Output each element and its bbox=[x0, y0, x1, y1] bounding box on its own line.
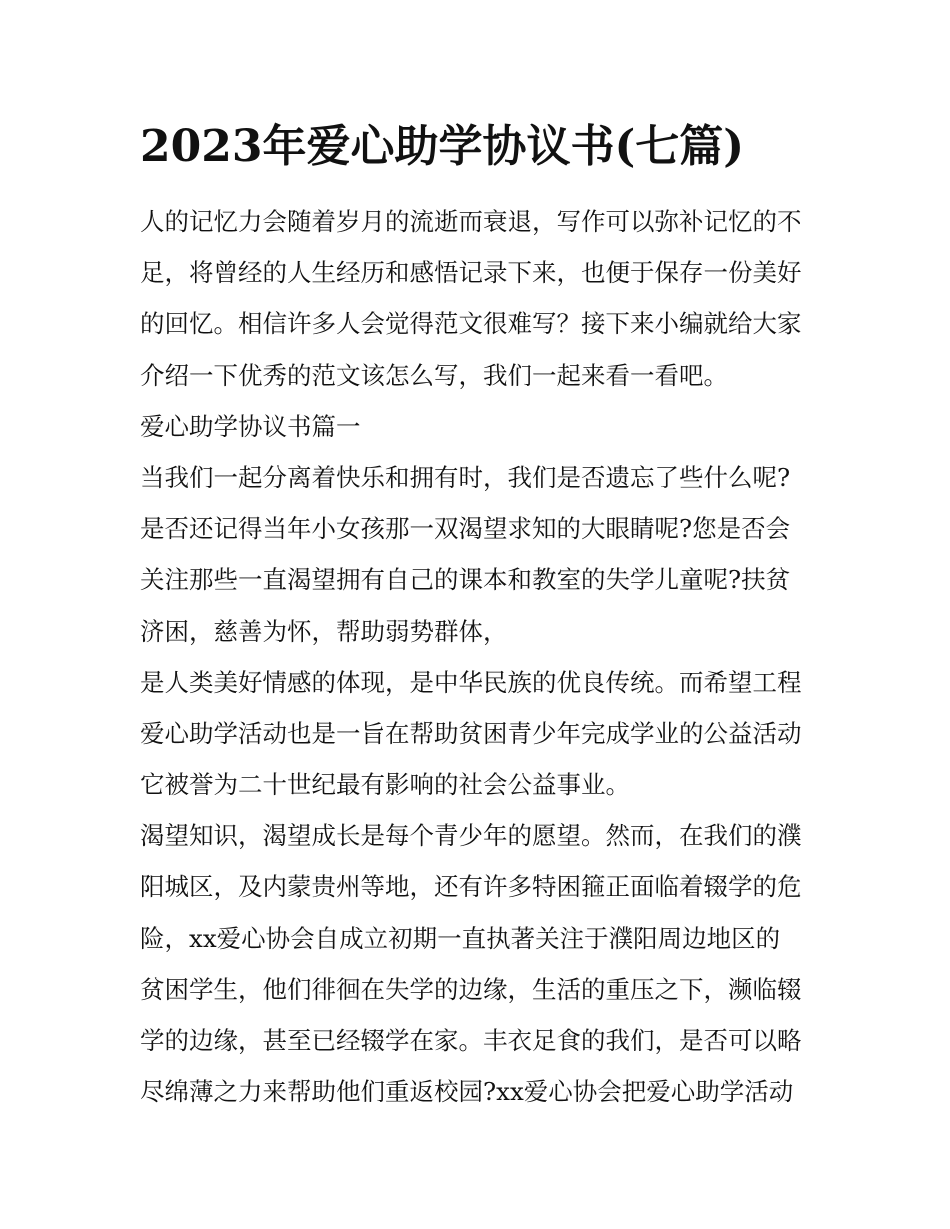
text-line: 贫困学生，他们徘徊在失学的边缘，生活的重压之下，濒临辍 bbox=[140, 974, 802, 1004]
text-line: 是人类美好情感的体现，是中华民族的优良传统。而希望工程 bbox=[140, 667, 802, 697]
text-line: 是否还记得当年小女孩那一双渴望求知的大眼睛呢?您是否会 bbox=[140, 514, 791, 544]
page-title: 2023年爱心助学协议书(七篇) bbox=[140, 121, 745, 172]
text-line: 爱心助学活动也是一旨在帮助贫困青少年完成学业的公益活动 bbox=[140, 718, 802, 748]
text-line: 学的边缘，甚至已经辍学在家。丰衣足食的我们，是否可以略 bbox=[140, 1026, 802, 1055]
text-line: 险，xx爱心协会自成立初期一直执著关注于濮阳周边地区的 bbox=[140, 923, 781, 953]
document-body bbox=[140, 196, 820, 1117]
section-heading: 爱心助学协议书篇一 bbox=[140, 411, 361, 441]
text-line: 阳城区，及内蒙贵州等地，还有许多特困箍正面临着辍学的危 bbox=[140, 872, 802, 902]
text-line: 渴望知识，渴望成长是每个青少年的愿望。然而，在我们的濮 bbox=[140, 821, 802, 851]
text-line: 关注那些一直渴望拥有自己的课本和教室的失学儿童呢?扶贫 bbox=[140, 565, 791, 595]
text-line: 足，将曾经的人生经历和感悟记录下来，也便于保存一份美好 bbox=[140, 258, 802, 288]
text-line: 尽绵薄之力来帮助他们重返校园?xx爱心协会把爱心助学活动 bbox=[140, 1077, 794, 1107]
text-line: 介绍一下优秀的范文该怎么写，我们一起来看一看吧。 bbox=[140, 360, 728, 390]
text-line: 它被誉为二十世纪最有影响的社会公益事业。 bbox=[140, 770, 630, 800]
text-line: 的回忆。相信许多人会觉得范文很难写？接下来小编就给大家 bbox=[140, 309, 802, 339]
text-line: 人的记忆力会随着岁月的流逝而衰退，写作可以弥补记忆的不 bbox=[140, 207, 802, 236]
text-line: 济困，慈善为怀，帮助弱势群体， bbox=[140, 616, 508, 646]
text-line: 当我们一起分离着快乐和拥有时，我们是否遗忘了些什么呢? bbox=[140, 462, 791, 492]
